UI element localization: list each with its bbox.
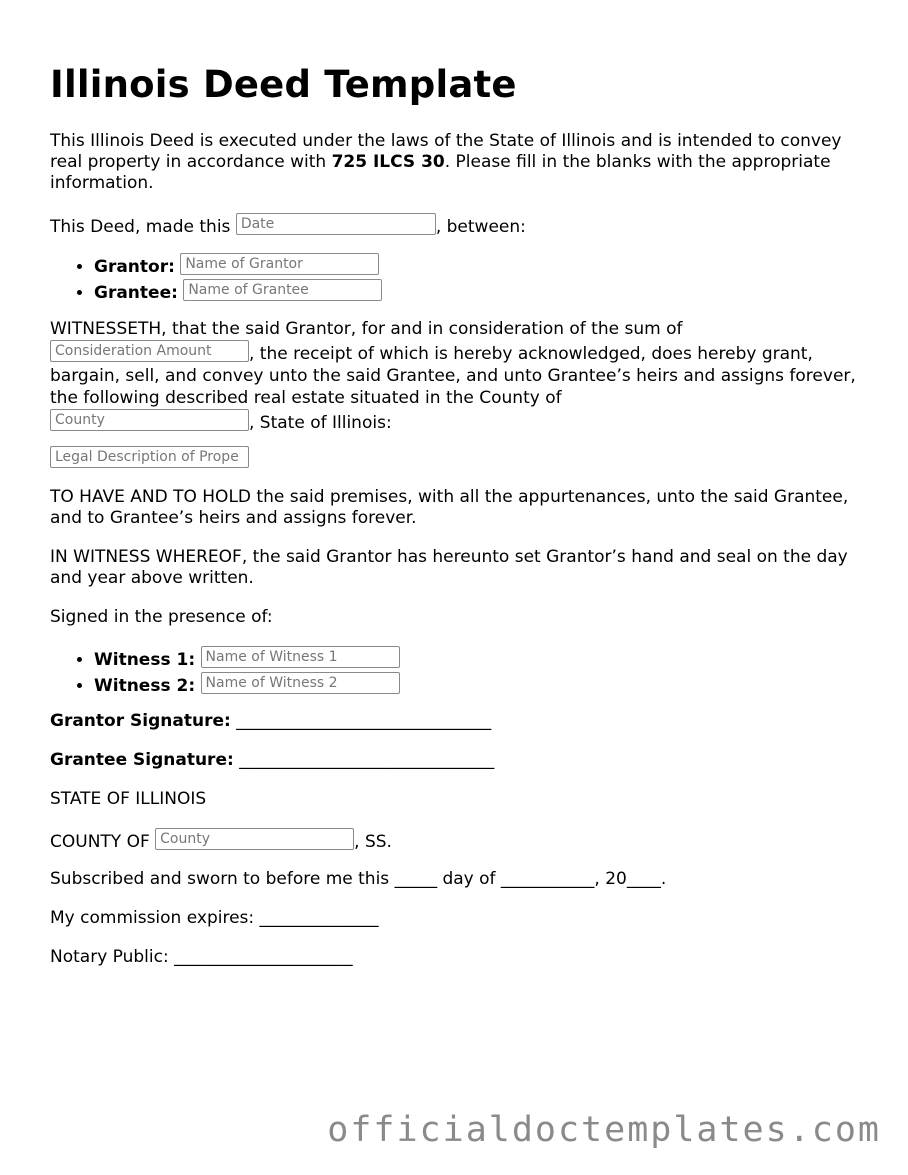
county-of-line [50,828,860,853]
between-label: , between: [435,217,526,237]
intro-text-before: This Illinois Deed is executed under the laws of the State of Illinois and is intended to convey real property in accordance with [50,131,842,172]
date-input[interactable]: Date [236,213,436,235]
grantor-name-input[interactable]: Name of Grantor [180,253,379,275]
intro-paragraph [50,131,860,194]
legal-description-row [50,446,860,471]
grantor-signature-label: Grantor Signature: [50,711,231,731]
grantee-item [94,279,860,305]
in-witness-paragraph: IN WITNESS WHEREOF, the said Grantor has hereunto set Grantor’s hand and seal on the day and year above written. [50,547,848,588]
made-this-line [50,213,860,238]
grantor-signature-blank: ______________________________ [236,711,492,731]
subscribed-line: Subscribed and sworn to before me this _____ day of ___________, 20____. [50,869,667,889]
parties-list [50,253,860,305]
signed-presence-line: Signed in the presence of: [50,607,273,627]
witnesseth-text-2: , the receipt of which is hereby acknowledged, does hereby grant, bargain, sell, and convey unto the said Grantee, and unto Grantee’s heirs and assigns forever, the following described real estate situated in the County of [50,344,856,408]
made-this-label: This Deed, made this [50,217,236,237]
consideration-amount-input[interactable]: Consideration Amount [50,340,249,362]
grantee-signature-line [50,750,860,771]
grantee-signature-blank: ______________________________ [239,750,495,770]
watermark: officialdoctemplates.com [327,1110,881,1150]
witness-2-label: Witness 2: [94,676,196,696]
grantee-label: Grantee: [94,283,178,303]
witness-1-label: Witness 1: [94,650,196,670]
legal-description-input[interactable]: Legal Description of Prope [50,446,249,468]
grantor-label: Grantor: [94,257,175,277]
grantor-item [94,253,860,279]
commission-line: My commission expires: ______________ [50,908,379,928]
county-of-label: COUNTY OF [50,832,156,852]
ss-label: , SS. [354,832,392,852]
notary-county-input[interactable]: County [155,828,354,850]
habendum-paragraph: TO HAVE AND TO HOLD the said premises, with all the appurtenances, unto the said Grantee, and to Grantee’s heirs and assigns forever. [50,487,849,528]
witness-2-input[interactable]: Name of Witness 2 [201,672,400,694]
page-title: Illinois Deed Template [50,63,517,106]
state-of-illinois-text: , State of Illinois: [249,413,392,433]
witnesseth-text-1: WITNESSETH, that the said Grantor, for and in consideration of the sum of [50,319,683,339]
state-line: STATE OF ILLINOIS [50,789,207,809]
notary-line: Notary Public: _____________________ [50,947,353,967]
witness-2-item [94,672,860,698]
county-input[interactable]: County [50,409,249,431]
statute-reference: 725 ILCS 30 [331,152,445,172]
witness-1-item [94,646,860,672]
witness-list [50,646,860,698]
grantor-signature-line [50,711,860,732]
grantee-signature-label: Grantee Signature: [50,750,234,770]
intro-text-after: . Please fill in the blanks with the appropriate information. [50,152,831,193]
grantee-name-input[interactable]: Name of Grantee [183,279,382,301]
witnesseth-paragraph [50,318,860,434]
witness-1-input[interactable]: Name of Witness 1 [201,646,400,668]
